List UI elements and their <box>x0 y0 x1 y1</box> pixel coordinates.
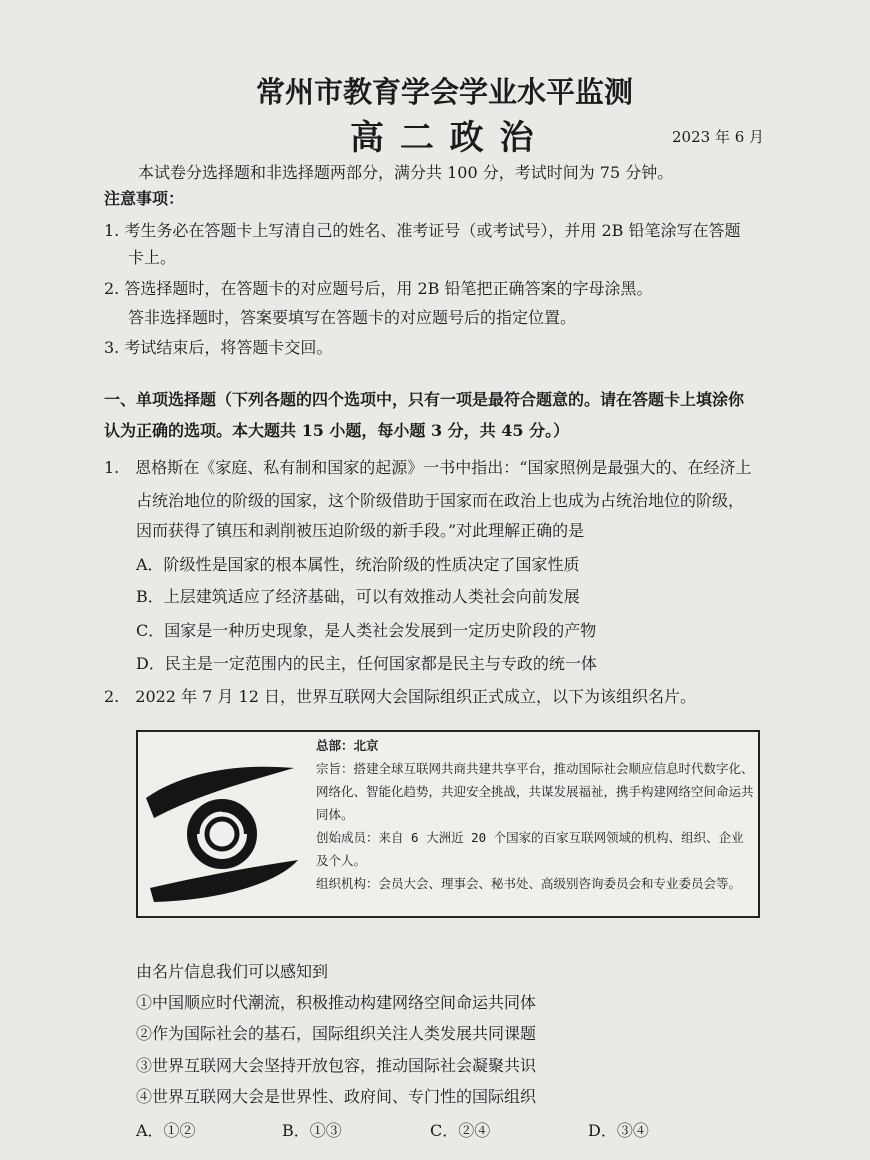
q2-option-a: A．①② <box>136 1121 196 1140</box>
section1-line2: 认为正确的选项。本大题共 15 小题，每小题 3 分，共 45 分。） <box>104 421 570 440</box>
q1-option-a: A．阶级性是国家的根本属性，统治阶级的性质决定了国家性质 <box>136 555 580 574</box>
org-title: 常州市教育学会学业水平监测 <box>256 75 634 109</box>
q2-statement-4: ④世界互联网大会是世界性、政府间、专门性的国际组织 <box>136 1087 537 1106</box>
note-2-line2: 答非选择题时，答案要填写在答题卡的对应题号后的指定位置。 <box>128 308 577 327</box>
q1-line2: 占统治地位的阶级的国家，这个阶级借助于国家而在政治上也成为占统治地位的阶级， <box>136 491 745 510</box>
q2-stem: 2. 2022 年 7 月 12 日，世界互联网大会国际组织正式成立，以下为该组织名片。 <box>104 687 696 706</box>
card-headquarters: 总部：北京 <box>316 738 379 753</box>
card-founders: 创始成员：来自 6 大洲近 20 个国家的百家互联网领域的机构、组织、企业及个人。 <box>316 830 744 868</box>
note-2-line1: 2. 答选择题时，在答题卡的对应题号后，用 2B 铅笔把正确答案的字母涂黑。 <box>104 279 653 298</box>
q1-line1: 1. 恩格斯在《家庭、私有制和国家的起源》一书中指出：“国家照例是最强大的、在经济上 <box>104 458 752 477</box>
q1-option-c: C．国家是一种历史现象，是人类社会发展到一定历史阶段的产物 <box>136 621 597 640</box>
intro-text: 本试卷分选择题和非选择题两部分，满分共 100 分，考试时间为 75 分钟。 <box>138 163 674 182</box>
q1-option-b: B．上层建筑适应了经济基础，可以有效推动人类社会向前发展 <box>136 587 580 606</box>
q1-line3: 因而获得了镇压和剥削被压迫阶级的新手段。”对此理解正确的是 <box>136 521 585 540</box>
q2-option-c: C．②④ <box>430 1121 491 1140</box>
q2-lead: 由名片信息我们可以感知到 <box>136 962 329 981</box>
notes-heading: 注意事项： <box>104 189 185 208</box>
q2-option-b: B．①③ <box>282 1121 342 1140</box>
note-3: 3. 考试结束后，将答题卡交回。 <box>104 338 333 357</box>
q2-option-d: D．③④ <box>588 1121 649 1140</box>
q2-statement-2: ②作为国际社会的基石，国际组织关注人类发展共同课题 <box>136 1024 537 1043</box>
note-1-line1: 1. 考生务必在答题卡上写清自己的姓名、准考证号（或考试号），并用 2B 铅笔涂写在答题 <box>104 221 741 240</box>
organization-card <box>136 730 760 918</box>
note-1-line2: 卡上。 <box>128 248 177 267</box>
card-structure: 组织机构：会员大会、理事会、秘书处、高级别咨询委员会和专业委员会等。 <box>316 876 742 891</box>
q1-option-d: D．民主是一定范围内的民主，任何国家都是民主与专政的统一体 <box>136 654 597 673</box>
card-purpose: 宗旨：搭建全球互联网共商共建共享平台，推动国际社会顺应信息时代数字化、网络化、智能化趋势，共迎安全挑战，共谋发展福祉，携手构建网络空间命运共同体。 <box>316 761 754 822</box>
subject-title: 高 二 政 治 <box>350 118 536 158</box>
exam-date: 2023 年 6 月 <box>672 128 765 146</box>
wic-logo <box>144 750 300 910</box>
q2-statement-3: ③世界互联网大会坚持开放包容，推动国际社会凝聚共识 <box>136 1056 537 1075</box>
section1-line1: 一、单项选择题（下列各题的四个选项中，只有一项是最符合题意的。请在答题卡上填涂你 <box>104 390 745 409</box>
q2-statement-1: ①中国顺应时代潮流，积极推动构建网络空间命运共同体 <box>136 993 537 1012</box>
